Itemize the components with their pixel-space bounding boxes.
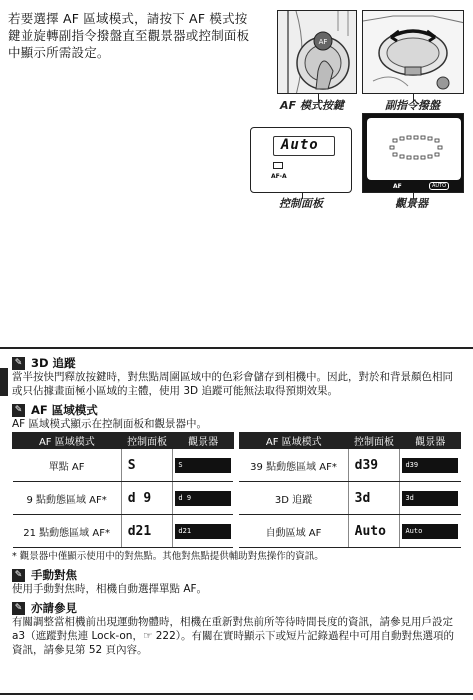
header-panel-left: 控制面板 (121, 433, 173, 449)
header-vf-left: 觀景器 (173, 433, 234, 449)
control-panel-illustration (250, 127, 352, 193)
table-header-row (13, 433, 461, 449)
viewfinder-label-left: AF (393, 183, 402, 190)
intro-text: 若要選擇 AF 區域模式，請按下 AF 模式按鍵並旋轉副指令撥盤直至觀景器或控制面板中顯示所需設定。 (8, 11, 250, 60)
panel-lcd-text: Auto (281, 137, 319, 153)
header-vf-right: 觀景器 (400, 433, 461, 449)
af-mode-button-illustration (277, 10, 357, 94)
note-see-also-title (12, 601, 461, 615)
note-manual-title-text: 手動對焦 (31, 568, 77, 582)
panel-cell: 3d (348, 482, 400, 515)
vf-cell (400, 515, 461, 548)
caption-viewfinder: 觀景器 (395, 197, 428, 210)
battery-icon (273, 162, 283, 169)
vf-cell (173, 449, 234, 482)
note-3d-title-text: 3D 追蹤 (31, 356, 76, 370)
vf-indicator: d39 (402, 458, 458, 473)
viewfinder-label-right: AUTO (429, 182, 449, 190)
caption-af-mode-button: AF 模式按鍵 (280, 99, 344, 112)
vf-indicator: S (175, 458, 231, 473)
vf-indicator: 3d (402, 491, 458, 506)
note-manual-title (12, 568, 461, 582)
vf-cell (400, 482, 461, 515)
mode-cell: 3D 追蹤 (239, 482, 348, 515)
header-panel-right: 控制面板 (348, 433, 400, 449)
sub-command-dial-illustration (362, 10, 464, 94)
mode-cell: 自動區域 AF (239, 515, 348, 548)
mode-cell: 單點 AF (13, 449, 122, 482)
vf-indicator: Auto (402, 524, 458, 539)
table-footnote: * 觀景器中僅顯示使用中的對焦點。其他對焦點提供輔助對焦操作的資訊。 (12, 551, 324, 562)
dial-label: AF (318, 38, 328, 46)
note-3d-text: 當半按快門釋放按鍵時，對焦點周圍區域中的色彩會儲存到相機中。因此，對於和背景顏色相同或只佔據畫面極小區域的主體，使用 3D 追蹤可能無法取得預期效果。 (12, 371, 453, 397)
mode-cell: 9 點動態區域 AF* (13, 482, 122, 515)
pencil-icon: ✎ (12, 602, 25, 615)
vf-indicator: d21 (175, 524, 231, 539)
af-points-drawing (363, 114, 464, 193)
note-af-area-title-text: AF 區域模式 (31, 403, 98, 417)
mode-cell: 39 點動態區域 AF* (239, 449, 348, 482)
af-area-table (12, 432, 461, 548)
caption-sub-command-dial: 副指令撥盤 (385, 99, 440, 112)
note-af-area-title (12, 403, 461, 417)
camera-front-drawing (278, 11, 357, 94)
note-see-also-text: 有關調整當相機前出現運動物體時，相機在重新對焦前所等待時間長度的資訊，請參見用戶設定 a3（遮蹤對焦連 Lock-on，☞ 222）。有關在實時顯示下或短片記錄過程中可用自動對焦選項的資訊，請參見第 52 頁內容。 (12, 616, 454, 656)
panel-cell: S (121, 449, 173, 482)
vf-cell (173, 482, 234, 515)
dial-drawing (363, 11, 464, 94)
table-row (13, 515, 461, 548)
caption-control-panel: 控制面板 (279, 197, 323, 210)
header-mode-left: AF 區域模式 (13, 433, 122, 449)
vf-cell (400, 449, 461, 482)
notes-panel (0, 347, 473, 695)
viewfinder-illustration (362, 113, 464, 193)
table-row (13, 482, 461, 515)
panel-cell: d21 (121, 515, 173, 548)
table-row (13, 449, 461, 482)
panel-cell: Auto (348, 515, 400, 548)
pencil-icon: ✎ (12, 569, 25, 582)
panel-small-label: AF-A (271, 173, 287, 180)
header-mode-right: AF 區域模式 (239, 433, 348, 449)
vf-cell (173, 515, 234, 548)
vf-indicator: d 9 (175, 491, 231, 506)
note-manual-text: 使用手動對焦時，相機自動選擇單點 AF。 (12, 583, 208, 595)
note-see-also-title-text: 亦請參見 (31, 601, 77, 615)
note-af-area-text: AF 區域模式顯示在控制面板和觀景器中。 (12, 418, 208, 430)
panel-cell: d 9 (121, 482, 173, 515)
note-3d-title (12, 356, 461, 370)
pencil-icon: ✎ (12, 404, 25, 417)
panel-cell: d39 (348, 449, 400, 482)
mode-cell: 21 點動態區域 AF* (13, 515, 122, 548)
pencil-icon: ✎ (12, 357, 25, 370)
